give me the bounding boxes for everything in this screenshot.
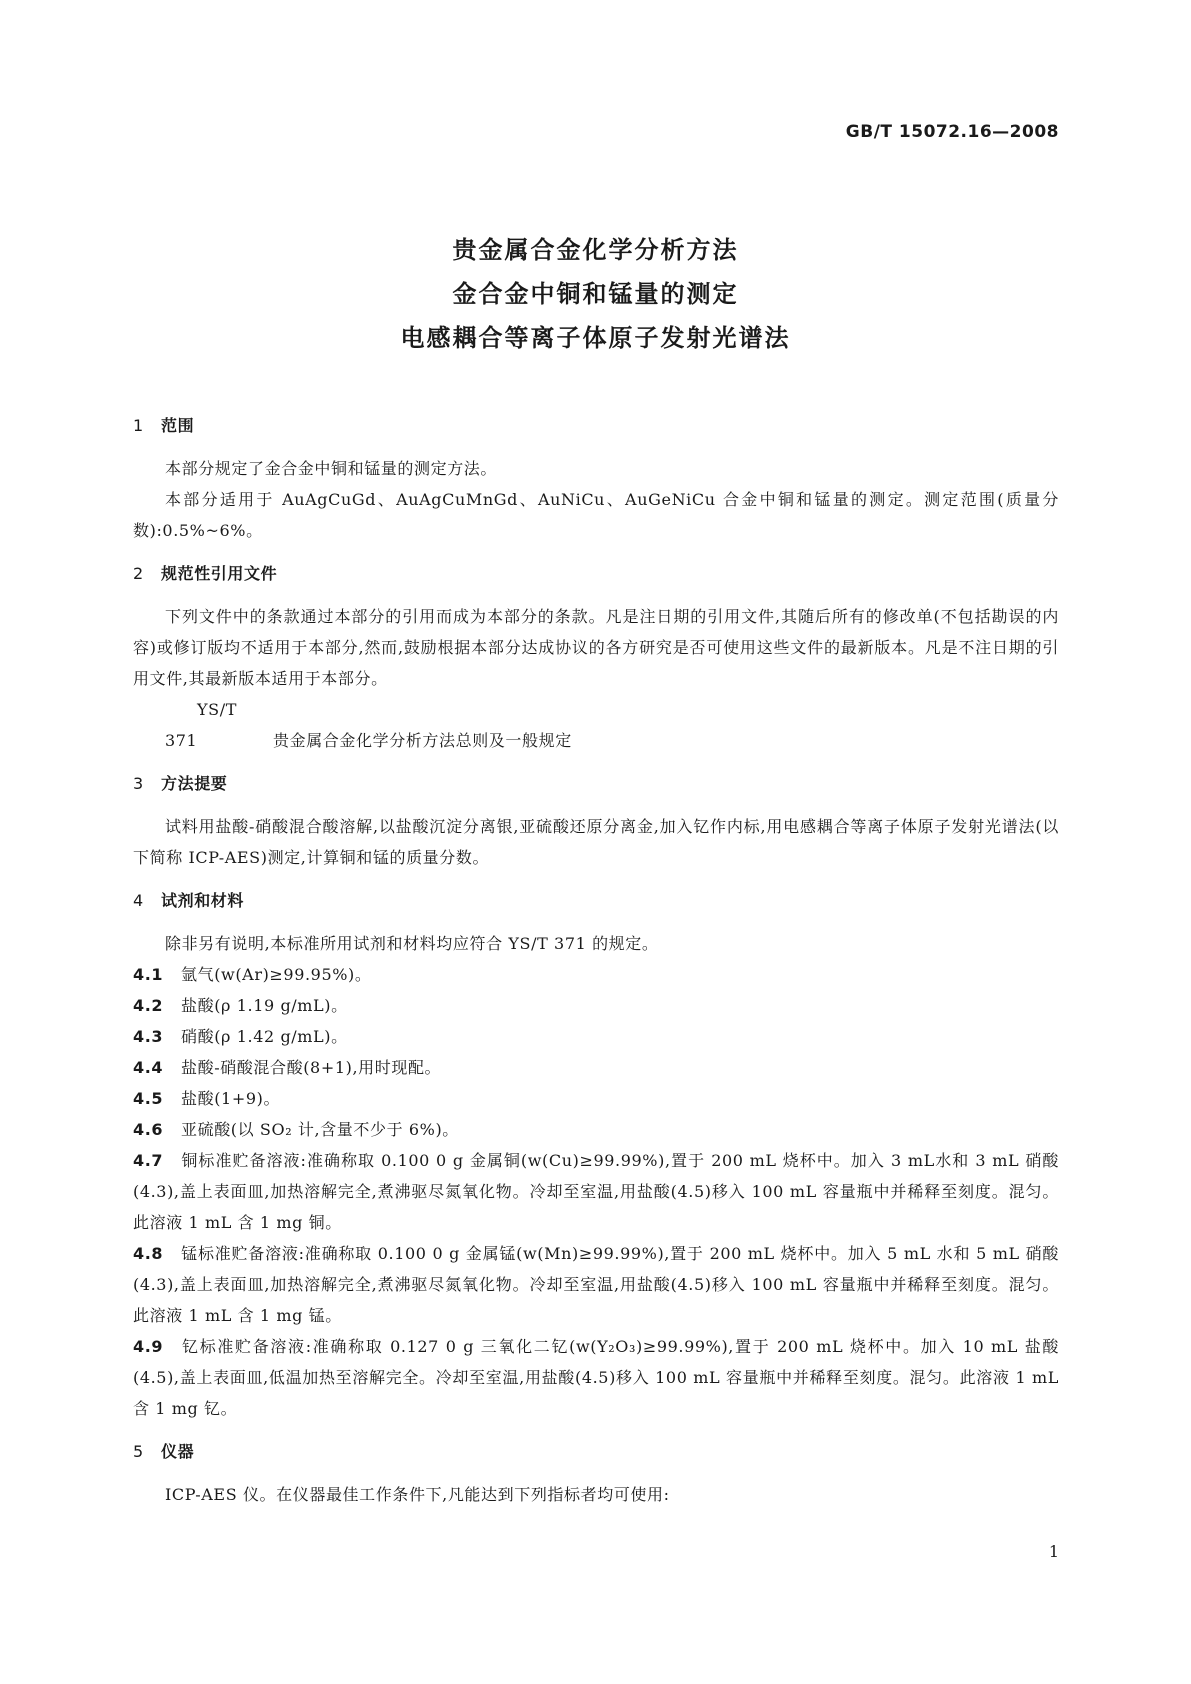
section-number: 3 xyxy=(133,774,144,793)
section-number: 4 xyxy=(133,891,144,910)
clause-item xyxy=(133,1145,1059,1238)
title-line-1: 贵金属合金化学分析方法 xyxy=(452,236,739,264)
standard-code: GB/T 15072.16—2008 xyxy=(845,122,1059,142)
section-heading-apparatus xyxy=(133,1436,1059,1467)
clause-item xyxy=(133,1114,1059,1145)
section-heading-method-summary xyxy=(133,768,1059,799)
paragraph: 下列文件中的条款通过本部分的引用而成为本部分的条款。凡是注日期的引用文件,其随后所有的修改单(不包括勘误的内容)或修订版均不适用于本部分,然而,鼓励根据本部分达成协议的各方研究是否可使用这些文件的最新版本。凡是不注日期的引用文件,其最新版本适用于本部分。 xyxy=(133,607,1059,688)
reference-code: YS/T 371 xyxy=(165,700,237,750)
section-title: 范围 xyxy=(161,416,195,435)
clause-item xyxy=(133,1021,1059,1052)
clause-number: 4.6 xyxy=(133,1120,164,1139)
clause-item xyxy=(133,1052,1059,1083)
page-number: 1 xyxy=(1048,1542,1059,1561)
section-heading-normative-references xyxy=(133,558,1059,589)
clause-text: 铜标准贮备溶液:准确称取 0.100 0 g 金属铜(w(Cu)≥99.99%),置于 200 mL 烧杯中。加入 3 mL水和 3 mL 硝酸(4.3),盖上表面皿,加热溶解完全,煮沸驱尽氮氧化物。冷却至室温,用盐酸(4.5)移入 100 mL 容量瓶中并稀释至刻度。混匀。此溶液 1 mL 含 1 mg 铜。 xyxy=(133,1151,1059,1232)
reference-title: 贵金属合金化学分析方法总则及一般规定 xyxy=(273,731,572,750)
document-title xyxy=(0,228,1191,360)
title-line-2: 金合金中铜和锰量的测定 xyxy=(452,280,739,308)
paragraph: 除非另有说明,本标准所用试剂和材料均应符合 YS/T 371 的规定。 xyxy=(165,934,659,953)
clause-number: 4.9 xyxy=(133,1337,164,1356)
clause-text: 锰标准贮备溶液:准确称取 0.100 0 g 金属锰(w(Mn)≥99.99%),置于 200 mL 烧杯中。加入 5 mL 水和 5 mL 硝酸(4.3),盖上表面皿,加热溶解完全,煮沸驱尽氮氧化物。冷却至室温,用盐酸(4.5)移入 100 mL 容量瓶中并稀释至刻度。混匀。此溶液 1 mL 含 1 mg 锰。 xyxy=(133,1244,1059,1325)
clause-number: 4.2 xyxy=(133,996,164,1015)
paragraph: 试料用盐酸-硝酸混合酸溶解,以盐酸沉淀分离银,亚硫酸还原分离金,加入钇作内标,用电感耦合等离子体原子发射光谱法(以下简称 ICP-AES)测定,计算铜和锰的质量分数。 xyxy=(133,817,1059,867)
section-number: 2 xyxy=(133,564,144,583)
document-body xyxy=(133,410,1059,1510)
section-number: 5 xyxy=(133,1442,144,1461)
clause-number: 4.1 xyxy=(133,965,164,984)
clause-item xyxy=(133,1331,1059,1424)
paragraph: ICP-AES 仪。在仪器最佳工作条件下,凡能达到下列指标者均可使用: xyxy=(165,1485,670,1504)
clause-item xyxy=(133,990,1059,1021)
title-line-3: 电感耦合等离子体原子发射光谱法 xyxy=(400,324,791,352)
clause-text: 盐酸(ρ 1.19 g/mL)。 xyxy=(181,996,348,1015)
section-title: 仪器 xyxy=(161,1442,195,1461)
clause-text: 盐酸-硝酸混合酸(8+1),用时现配。 xyxy=(181,1058,442,1077)
reference-entry xyxy=(133,694,1059,756)
section-title: 方法提要 xyxy=(161,774,228,793)
clause-item xyxy=(133,1083,1059,1114)
clause-text: 硝酸(ρ 1.42 g/mL)。 xyxy=(181,1027,348,1046)
clause-number: 4.5 xyxy=(133,1089,164,1108)
section-title: 规范性引用文件 xyxy=(161,564,278,583)
clause-text: 氩气(w(Ar)≥99.95%)。 xyxy=(181,965,372,984)
clause-text: 钇标准贮备溶液:准确称取 0.127 0 g 三氧化二钇(w(Y₂O₃)≥99.99%),置于 200 mL 烧杯中。加入 10 mL 盐酸(4.5),盖上表面皿,低温加热至溶解完全。冷却至室温,用盐酸(4.5)移入 100 mL 容量瓶中并稀释至刻度。混匀。此溶液 1 mL 含 1 mg 钇。 xyxy=(133,1337,1059,1418)
paragraph: 本部分规定了金合金中铜和锰量的测定方法。 xyxy=(165,459,498,478)
clause-number: 4.8 xyxy=(133,1244,164,1263)
clause-number: 4.4 xyxy=(133,1058,164,1077)
section-heading-reagents xyxy=(133,885,1059,916)
clause-number: 4.7 xyxy=(133,1151,164,1170)
clause-number: 4.3 xyxy=(133,1027,164,1046)
paragraph: 本部分适用于 AuAgCuGd、AuAgCuMnGd、AuNiCu、AuGeNiCu 合金中铜和锰量的测定。测定范围(质量分数):0.5%~6%。 xyxy=(133,490,1059,540)
clause-text: 盐酸(1+9)。 xyxy=(181,1089,281,1108)
section-number: 1 xyxy=(133,416,144,435)
clause-item xyxy=(133,959,1059,990)
clause-text: 亚硫酸(以 SO₂ 计,含量不少于 6%)。 xyxy=(181,1120,459,1139)
section-title: 试剂和材料 xyxy=(161,891,245,910)
clause-item xyxy=(133,1238,1059,1331)
section-heading-scope xyxy=(133,410,1059,441)
